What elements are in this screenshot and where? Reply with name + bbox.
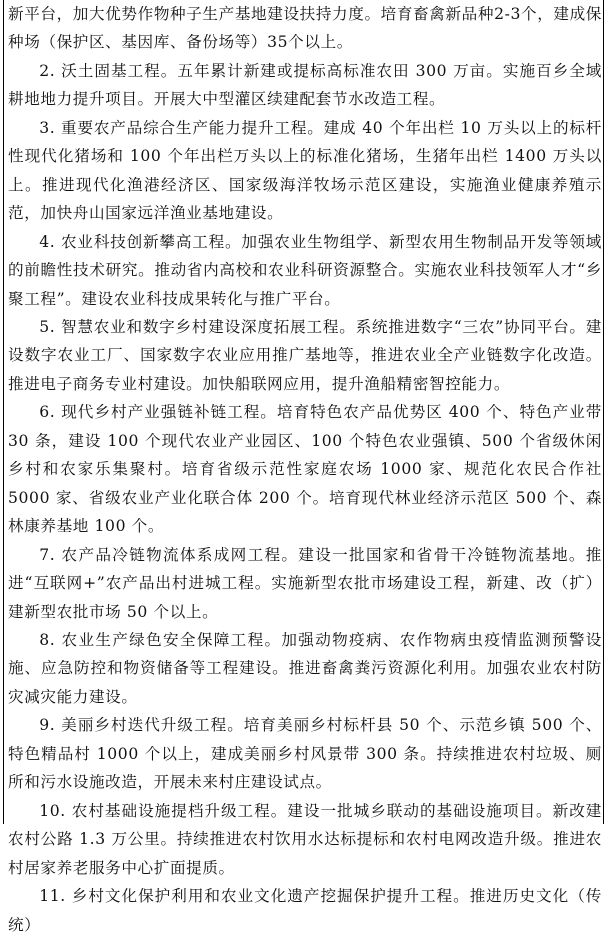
paragraph-item-10: 10. 农村基础设施提档升级工程。建设一批城乡联动的基础设施项目。新改建农村公路 1.3 万公里。持续推进农村饮用水达标提标和农村电网改造升级。推进农村居家养老服务中心扩面提质。 bbox=[8, 801, 602, 877]
paragraph-item-7: 7. 农产品冷链物流体系成网工程。建设一批国家和省骨干冷链物流基地。推进“互联网+”农产品出村进城工程。实施新型农批市场建设工程，新建、改（扩）建新型农批市场 50 个以上。 bbox=[8, 545, 602, 621]
paragraph-item-11: 11. 乡村文化保护利用和农业文化遗产挖掘保护提升工程。推进历史文化（传统） bbox=[8, 887, 602, 934]
paragraph-item-8: 8. 农业生产绿色安全保障工程。加强动物疫病、农作物病虫疫情监测预警设施、应急防控和物资储备等工程建设。推进畜禽粪污资源化利用。加强农业农村防灾减灾能力建设。 bbox=[8, 630, 602, 706]
paragraph-item-6: 6. 现代乡村产业强链补链工程。培育特色农产品优势区 400 个、特色产业带 30 条，建设 100 个现代农业产业园区、100 个特色农业强镇、500 个省级休闲乡村和农家乐集聚村。培育省级示范性家庭农场 1000 家、规范化农民合作社 5000 家、省级农业产业化联合体 200 个。培育现代林业经济示范区 500 个、森林康养基地 100 个。 bbox=[8, 403, 602, 536]
paragraph-item-2: 2. 沃土固基工程。五年累计新建或提标高标准农田 300 万亩。实施百乡全域耕地地力提升项目。开展大中型灌区续建配套节水改造工程。 bbox=[8, 61, 602, 109]
paragraph-item-3: 3. 重要农产品综合生产能力提升工程。建成 40 个年出栏 10 万头以上的标杆性现代化猪场和 100 个年出栏万头以上的标准化猪场，生猪年出栏 1400 万头以上。推进现代化渔港经济区、国家级海洋牧场示范区建设，实施渔业健康养殖示范，加快舟山国家远洋渔业基地建设。 bbox=[8, 118, 602, 223]
paragraph-item-4: 4. 农业科技创新攀高工程。加强农业生物组学、新型农用生物制品开发等领域的前瞻性技术研究。推动省内高校和农业科研资源整合。实施农业科技领军人才“乡聚工程”。建设农业科技成果转化与推广平台。 bbox=[8, 232, 602, 308]
paragraph-item-5: 5. 智慧农业和数字乡村建设深度拓展工程。系统推进数字“三农”协同平台。建设数字农业工厂、国家数字农业应用推广基地等，推进农业全产业链数字化改造。推进电子商务专业村建设。加快船联网应用，提升渔船精密智控能力。 bbox=[8, 317, 602, 393]
paragraph-item-9: 9. 美丽乡村迭代升级工程。培育美丽乡村标杆县 50 个、示范乡镇 500 个、特色精品村 1000 个以上，建成美丽乡村风景带 300 条。持续推进农村垃圾、厕所和污水设施改造，开展未来村庄建设试点。 bbox=[8, 716, 602, 792]
paragraph-continuation: 新平台，加大优势作物种子生产基地建设扶持力度。培育畜禽新品种2-3个，建成保种场（保护区、基因库、备份场等）35个以上。 bbox=[8, 5, 602, 52]
document-body bbox=[8, 0, 602, 939]
